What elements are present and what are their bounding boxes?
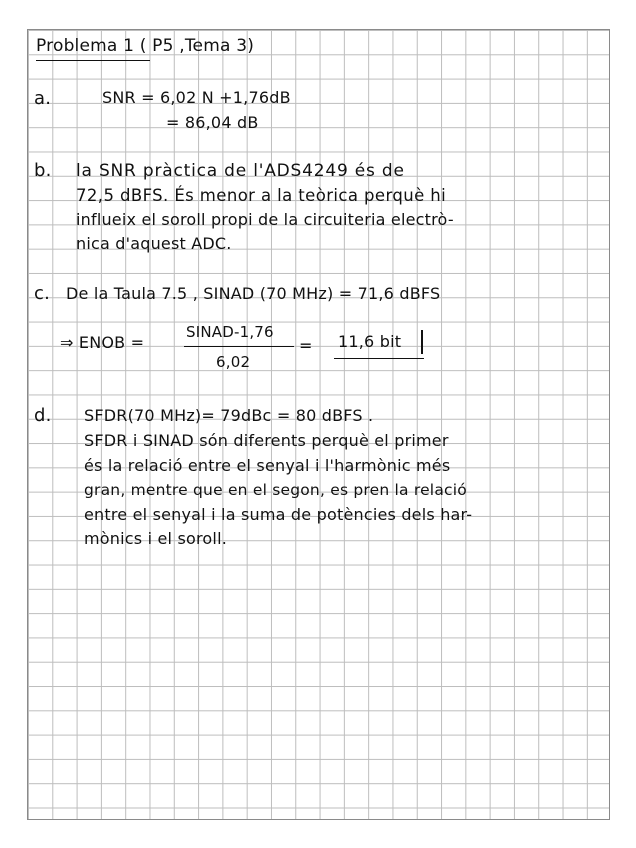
- part-c-label: c.: [34, 283, 51, 304]
- part-d-label: d.: [34, 405, 52, 426]
- part-c-enob-lhs: ⇒ ENOB =: [60, 333, 145, 352]
- part-b-line-1: la SNR pràctica de l'ADS4249 és de: [76, 161, 405, 181]
- part-c-numerator: SINAD-1,76: [186, 323, 274, 341]
- part-c-result: 11,6 bit: [338, 332, 402, 351]
- part-d-line-5: entre el senyal i la suma de potències dels har-: [84, 505, 473, 524]
- part-d-line-2: SFDR i SINAD són diferents perquè el primer: [84, 431, 449, 450]
- title-underline: [36, 60, 150, 61]
- part-a-label: a.: [34, 88, 52, 109]
- part-b-line-4: nica d'aquest ADC.: [76, 234, 232, 253]
- part-c-fraction-bar: [184, 346, 294, 347]
- part-b-line-2: 72,5 dBFS. És menor a la teòrica perquè hi: [76, 186, 447, 205]
- part-b-line-3: influeix el soroll propi de la circuiteria electrò-: [76, 210, 454, 229]
- page-title: Problema 1 ( P5 ,Tema 3): [36, 36, 255, 56]
- part-c-result-bar: [421, 330, 423, 354]
- part-a-snr-formula: SNR = 6,02 N +1,76dB: [102, 88, 291, 107]
- part-b-label: b.: [34, 160, 52, 181]
- part-d-line-3: és la relació entre el senyal i l'harmònic més: [84, 456, 451, 475]
- part-c-result-underline: [334, 358, 424, 359]
- part-d-line-1: SFDR(70 MHz)= 79dBc = 80 dBFS .: [84, 406, 374, 425]
- part-d-line-6: mònics i el soroll.: [84, 529, 228, 548]
- part-c-equals: =: [299, 336, 313, 355]
- part-c-denominator: 6,02: [216, 353, 251, 371]
- part-a-snr-result: = 86,04 dB: [166, 113, 259, 132]
- part-d-line-4: gran, mentre que en el segon, es pren la relació: [84, 481, 467, 499]
- part-c-line-1: De la Taula 7.5 , SINAD (70 MHz) = 71,6 dBFS: [66, 284, 441, 303]
